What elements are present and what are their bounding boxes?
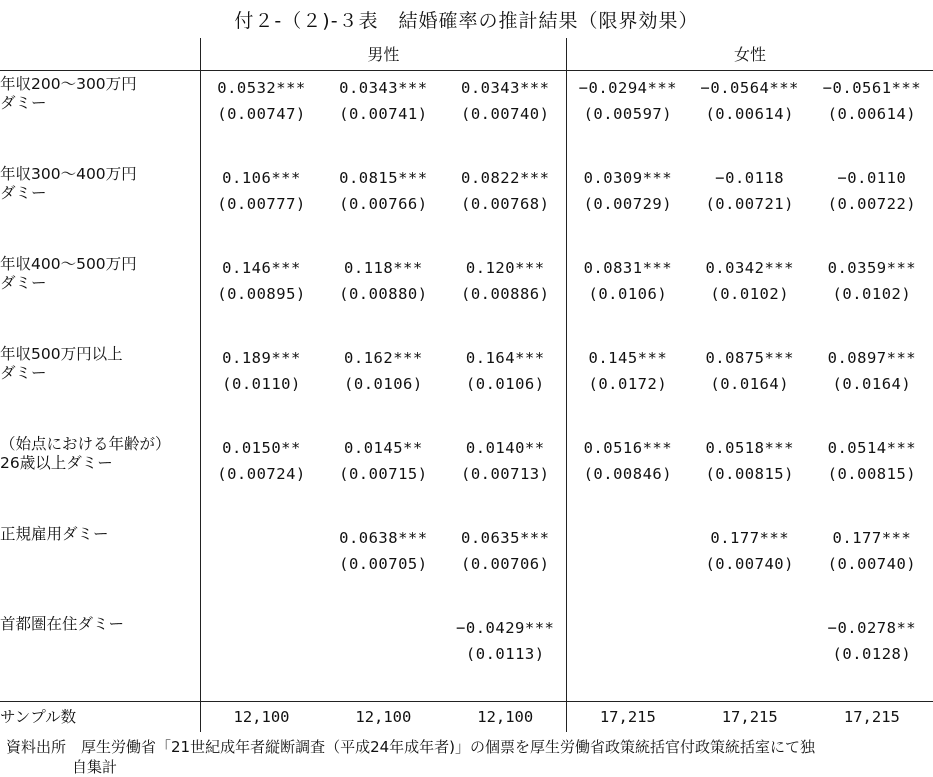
table-row [0, 161, 933, 251]
table-cell: 0.0343*** (0.00741) [339, 79, 428, 123]
table-cell: −0.0278** (0.0128) [827, 619, 917, 663]
table-cell: 0.0875*** (0.0164) [705, 349, 794, 393]
table-cell [689, 611, 811, 702]
row-label: 正規雇用ダミー [0, 525, 109, 543]
table-cell [200, 611, 322, 702]
source-note [6, 737, 928, 777]
row-label: （始点における年齢が） 26歳以上ダミー [0, 435, 171, 472]
table-cell: 0.189*** (0.0110) [200, 341, 322, 431]
table-row [0, 521, 933, 611]
header-female: 女性 [567, 38, 933, 68]
table-row [0, 431, 933, 521]
table-cell: 0.0897*** (0.0164) [827, 349, 917, 393]
table-cell: 0.177*** (0.00740) [705, 529, 794, 573]
table-cell [567, 611, 689, 702]
source-line-2: 自集計 [72, 758, 118, 776]
table-cell: 0.0343*** (0.00740) [460, 79, 550, 123]
table-cell: 0.145*** (0.0172) [567, 341, 689, 431]
table-cell: −0.0118 (0.00721) [705, 169, 794, 213]
table-cell: 0.0815*** (0.00766) [339, 169, 428, 213]
table-row [0, 251, 933, 341]
table-cell: −0.0564*** (0.00614) [700, 79, 799, 123]
table-cell: 0.0145** (0.00715) [339, 439, 428, 483]
table-cell: 0.0822*** (0.00768) [460, 169, 550, 213]
table-cell: 0.0514*** (0.00815) [827, 439, 917, 483]
table-cell: 0.118*** (0.00880) [339, 259, 428, 303]
table-cell: 0.146*** (0.00895) [200, 251, 322, 341]
table-title: 付２-（２)-３表 結婚確率の推計結果（限界効果） [234, 10, 699, 32]
results-table [0, 38, 933, 732]
table-cell: 0.0359*** (0.0102) [827, 259, 917, 303]
table-cell: −0.0110 (0.00722) [827, 169, 917, 213]
table-cell [322, 611, 444, 702]
table-cell: 0.0831*** (0.0106) [567, 251, 689, 341]
table-cell: 0.0140** (0.00713) [460, 439, 550, 483]
table-cell: 0.120*** (0.00886) [460, 259, 550, 303]
header-blank [0, 38, 200, 68]
table-cell: 17,215 [689, 702, 811, 733]
row-label: 年収400～500万円 ダミー [0, 255, 137, 292]
row-label: 年収300～400万円 ダミー [0, 165, 137, 202]
table-cell: 12,100 [200, 702, 322, 733]
table-cell: 0.0150** (0.00724) [200, 431, 322, 521]
table-cell [200, 521, 322, 611]
table-cell: 17,215 [811, 702, 933, 733]
table-cell [567, 521, 689, 611]
table-cell: 0.162*** (0.0106) [344, 349, 423, 393]
table-cell: 0.0309*** (0.00729) [567, 161, 689, 251]
table-cell: 0.0638*** (0.00705) [339, 529, 428, 573]
table-cell: −0.0294*** (0.00597) [567, 71, 689, 162]
table-cell: 17,215 [567, 702, 689, 733]
source-line-1: 資料出所 厚生労働省「21世紀成年者縦断調査（平成24年成年者)」の個票を厚生労働省政策統括官付政策統括室にて独 [6, 738, 816, 756]
table-cell: 0.0635*** (0.00706) [460, 529, 550, 573]
table-cell: 12,100 [444, 702, 566, 733]
table-row [0, 341, 933, 431]
header-male: 男性 [200, 38, 566, 68]
row-label: 年収500万円以上 ダミー [0, 345, 123, 382]
table-cell: −0.0561*** (0.00614) [822, 79, 922, 123]
table-cell: 0.0342*** (0.0102) [705, 259, 794, 303]
sample-size-row [0, 702, 933, 733]
table-cell: 12,100 [322, 702, 444, 733]
table-row [0, 611, 933, 702]
row-label: 首都圏在住ダミー [0, 615, 125, 633]
table-cell: 0.0516*** (0.00846) [567, 431, 689, 521]
row-label: 年収200～300万円 ダミー [0, 75, 137, 112]
table-cell: 0.0532*** (0.00747) [200, 71, 322, 162]
sample-size-label: サンプル数 [0, 702, 200, 733]
table-row [0, 71, 933, 162]
table-cell: −0.0429*** (0.0113) [456, 619, 555, 663]
table-cell: 0.0518*** (0.00815) [705, 439, 794, 483]
table-cell: 0.106*** (0.00777) [200, 161, 322, 251]
table-cell: 0.164*** (0.0106) [465, 349, 545, 393]
table-cell: 0.177*** (0.00740) [827, 529, 917, 573]
